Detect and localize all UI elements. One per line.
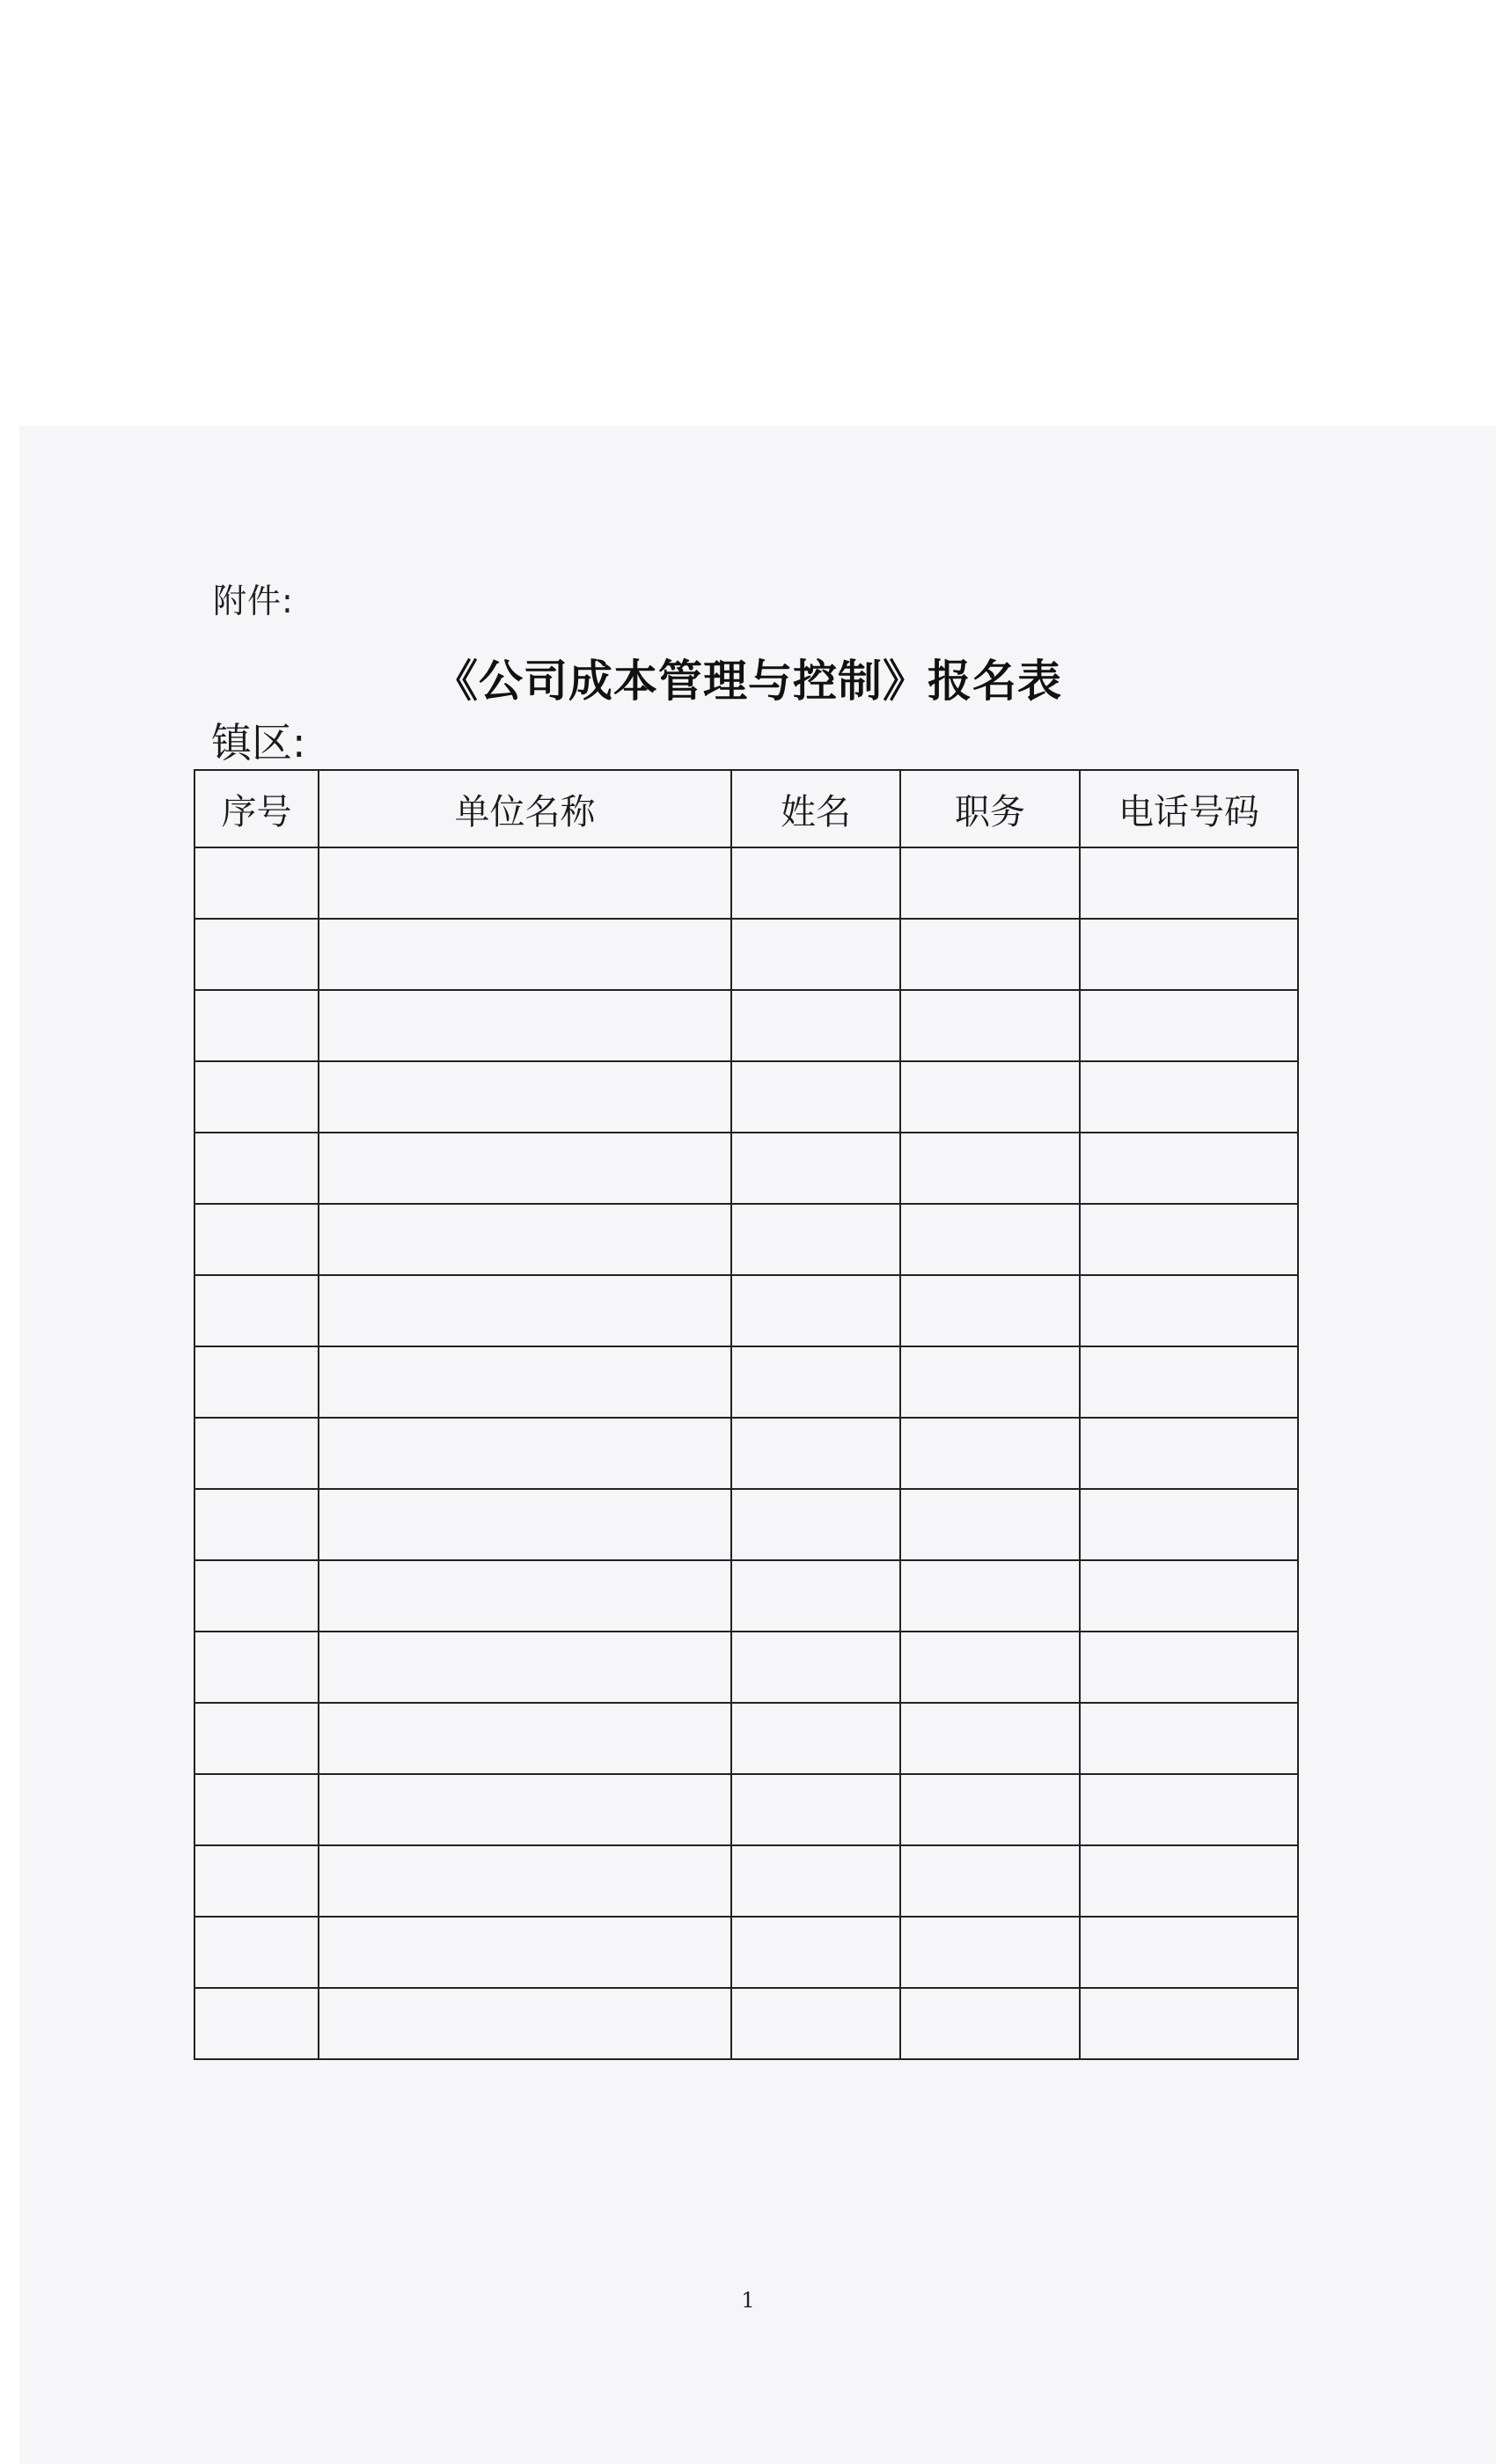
table-row (194, 847, 1298, 919)
cell-position[interactable] (900, 919, 1080, 990)
cell-organization-name[interactable] (319, 1845, 731, 1917)
cell-organization-name[interactable] (319, 1632, 731, 1703)
table-row (194, 1774, 1298, 1845)
cell-phone-number[interactable] (1080, 1774, 1298, 1845)
table-row (194, 1560, 1298, 1632)
cell-organization-name[interactable] (319, 1275, 731, 1346)
table-header-row (194, 770, 1298, 847)
cell-serial-number[interactable] (194, 1632, 319, 1703)
cell-name[interactable] (731, 1489, 900, 1560)
cell-phone-number[interactable] (1080, 1133, 1298, 1204)
table-row (194, 1988, 1298, 2059)
cell-name[interactable] (731, 1917, 900, 1988)
cell-position[interactable] (900, 1489, 1080, 1560)
cell-name[interactable] (731, 919, 900, 990)
cell-phone-number[interactable] (1080, 1418, 1298, 1489)
cell-phone-number[interactable] (1080, 847, 1298, 919)
cell-serial-number[interactable] (194, 990, 319, 1061)
header-organization-name: 单位名称 (319, 770, 731, 847)
cell-name[interactable] (731, 1703, 900, 1774)
cell-serial-number[interactable] (194, 1988, 319, 2059)
cell-name[interactable] (731, 1988, 900, 2059)
cell-position[interactable] (900, 1204, 1080, 1275)
cell-phone-number[interactable] (1080, 1560, 1298, 1632)
header-name: 姓名 (731, 770, 900, 847)
cell-organization-name[interactable] (319, 1346, 731, 1418)
cell-serial-number[interactable] (194, 1703, 319, 1774)
cell-phone-number[interactable] (1080, 990, 1298, 1061)
cell-serial-number[interactable] (194, 919, 319, 990)
cell-organization-name[interactable] (319, 1204, 731, 1275)
cell-phone-number[interactable] (1080, 1988, 1298, 2059)
table-row (194, 1489, 1298, 1560)
cell-organization-name[interactable] (319, 1418, 731, 1489)
cell-position[interactable] (900, 1061, 1080, 1133)
page-number: 1 (741, 2288, 755, 2313)
cell-position[interactable] (900, 1133, 1080, 1204)
table-row (194, 1204, 1298, 1275)
table-row (194, 1632, 1298, 1703)
cell-phone-number[interactable] (1080, 1845, 1298, 1917)
cell-serial-number[interactable] (194, 1061, 319, 1133)
cell-organization-name[interactable] (319, 990, 731, 1061)
cell-organization-name[interactable] (319, 1703, 731, 1774)
cell-name[interactable] (731, 847, 900, 919)
table-row (194, 1061, 1298, 1133)
cell-position[interactable] (900, 990, 1080, 1061)
table-body (194, 847, 1298, 2059)
table-row (194, 919, 1298, 990)
cell-organization-name[interactable] (319, 847, 731, 919)
cell-name[interactable] (731, 1275, 900, 1346)
cell-position[interactable] (900, 1917, 1080, 1988)
cell-serial-number[interactable] (194, 1489, 319, 1560)
cell-phone-number[interactable] (1080, 919, 1298, 990)
cell-position[interactable] (900, 1845, 1080, 1917)
cell-name[interactable] (731, 1845, 900, 1917)
cell-name[interactable] (731, 1418, 900, 1489)
table-row (194, 1275, 1298, 1346)
cell-position[interactable] (900, 1774, 1080, 1845)
document-title: 《公司成本管理与控制》报名表 (434, 655, 1062, 707)
cell-name[interactable] (731, 1133, 900, 1204)
cell-position[interactable] (900, 1560, 1080, 1632)
cell-serial-number[interactable] (194, 1845, 319, 1917)
table-row (194, 1845, 1298, 1917)
cell-organization-name[interactable] (319, 1061, 731, 1133)
table-row (194, 1917, 1298, 1988)
cell-name[interactable] (731, 1204, 900, 1275)
cell-position[interactable] (900, 1703, 1080, 1774)
cell-phone-number[interactable] (1080, 1703, 1298, 1774)
cell-serial-number[interactable] (194, 1418, 319, 1489)
cell-position[interactable] (900, 1418, 1080, 1489)
cell-phone-number[interactable] (1080, 1204, 1298, 1275)
header-serial-number: 序号 (194, 770, 319, 847)
header-phone-number: 电话号码 (1080, 770, 1298, 847)
cell-phone-number[interactable] (1080, 1346, 1298, 1418)
table-row (194, 1418, 1298, 1489)
cell-name[interactable] (731, 1346, 900, 1418)
cell-name[interactable] (731, 1061, 900, 1133)
cell-name[interactable] (731, 1632, 900, 1703)
registration-table (194, 769, 1299, 2060)
cell-organization-name[interactable] (319, 1917, 731, 1988)
cell-organization-name[interactable] (319, 1489, 731, 1560)
cell-position[interactable] (900, 1346, 1080, 1418)
attachment-label: 附件: (213, 582, 294, 620)
cell-serial-number[interactable] (194, 1917, 319, 1988)
cell-organization-name[interactable] (319, 1988, 731, 2059)
table-row (194, 1346, 1298, 1418)
cell-serial-number[interactable] (194, 1133, 319, 1204)
cell-name[interactable] (731, 990, 900, 1061)
cell-phone-number[interactable] (1080, 1275, 1298, 1346)
cell-position[interactable] (900, 1275, 1080, 1346)
cell-phone-number[interactable] (1080, 1917, 1298, 1988)
cell-serial-number[interactable] (194, 1774, 319, 1845)
cell-organization-name[interactable] (319, 1560, 731, 1632)
cell-serial-number[interactable] (194, 847, 319, 919)
cell-organization-name[interactable] (319, 1133, 731, 1204)
cell-serial-number[interactable] (194, 1204, 319, 1275)
cell-serial-number[interactable] (194, 1346, 319, 1418)
cell-phone-number[interactable] (1080, 1061, 1298, 1133)
cell-organization-name[interactable] (319, 919, 731, 990)
table-row (194, 990, 1298, 1061)
cell-phone-number[interactable] (1080, 1489, 1298, 1560)
cell-position[interactable] (900, 1632, 1080, 1703)
cell-name[interactable] (731, 1560, 900, 1632)
cell-serial-number[interactable] (194, 1560, 319, 1632)
header-position: 职务 (900, 770, 1080, 847)
cell-serial-number[interactable] (194, 1275, 319, 1346)
cell-position[interactable] (900, 1988, 1080, 2059)
table-row (194, 1703, 1298, 1774)
cell-position[interactable] (900, 847, 1080, 919)
cell-phone-number[interactable] (1080, 1632, 1298, 1703)
table-row (194, 1133, 1298, 1204)
cell-organization-name[interactable] (319, 1774, 731, 1845)
cell-name[interactable] (731, 1774, 900, 1845)
town-district-label: 镇区: (211, 719, 306, 766)
